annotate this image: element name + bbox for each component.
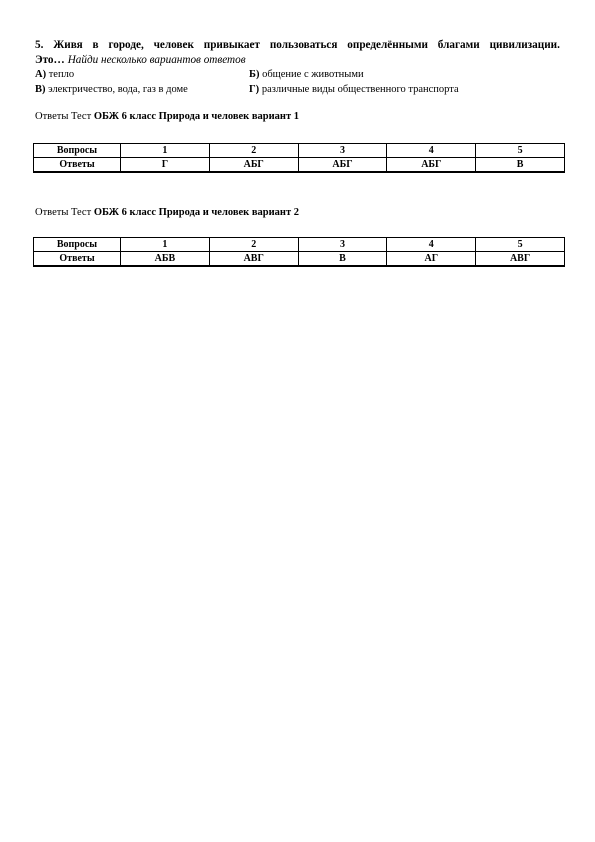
table-cell: 3	[298, 144, 387, 158]
option-v	[35, 82, 249, 97]
question-5	[35, 38, 560, 68]
table-cell: 4	[387, 144, 476, 158]
option-text: электричество, вода, газ в доме	[45, 84, 188, 95]
heading-title: ОБЖ 6 класс Природа и человек вариант 1	[93, 111, 299, 122]
table-cell: 1	[121, 238, 210, 252]
row-label: Ответы	[34, 252, 121, 267]
option-text: тепло	[46, 69, 75, 80]
table-cell: АБГ	[209, 158, 298, 173]
question-word: городе,	[108, 39, 144, 51]
question-lead: Это…	[35, 54, 65, 66]
question-word: благами	[437, 39, 480, 51]
table-cell: АГ	[387, 252, 476, 267]
variant-2-answer-table	[33, 237, 565, 267]
table-cell: АБГ	[298, 158, 387, 173]
variant-1-heading	[35, 111, 299, 122]
question-word: Живя	[53, 39, 83, 51]
question-hint: Найди несколько вариантов ответов	[67, 54, 246, 66]
option-text: различные виды общественного транспорта	[259, 84, 459, 95]
table-cell: В	[298, 252, 387, 267]
heading-title: ОБЖ 6 класс Природа и человек вариант 2	[93, 207, 299, 218]
question-text-line	[35, 38, 560, 53]
table-cell: АВГ	[209, 252, 298, 267]
heading-prefix: Ответы Тест	[35, 111, 94, 122]
option-letter: А)	[35, 69, 47, 80]
table-cell: В	[476, 158, 565, 173]
question-number: 5.	[35, 39, 44, 51]
table-cell: 2	[209, 238, 298, 252]
question-text-line-2	[35, 53, 560, 68]
heading-prefix: Ответы Тест	[35, 207, 94, 218]
table-row-answers	[34, 252, 565, 267]
option-g	[249, 82, 459, 97]
question-word: пользоваться	[269, 39, 338, 51]
option-letter: В)	[35, 84, 46, 95]
table-cell: 2	[209, 144, 298, 158]
question-word: привыкает	[203, 39, 260, 51]
option-text: общение с животными	[259, 69, 364, 80]
table-cell: 3	[298, 238, 387, 252]
option-b	[249, 67, 364, 82]
question-word: человек	[153, 39, 194, 51]
question-word: цивилизации.	[489, 39, 560, 51]
table-cell: АБГ	[387, 158, 476, 173]
table-cell: 4	[387, 238, 476, 252]
table-row-questions	[34, 144, 565, 158]
question-word: в	[92, 39, 99, 51]
table-cell: 1	[121, 144, 210, 158]
option-letter: Б)	[249, 69, 260, 80]
table-cell: АБВ	[121, 252, 210, 267]
table-row-answers	[34, 158, 565, 173]
row-label: Вопросы	[34, 144, 121, 158]
question-word: определёнными	[347, 39, 428, 51]
variant-2-heading	[35, 207, 299, 218]
answer-options	[35, 67, 560, 97]
table-row-questions	[34, 238, 565, 252]
table-cell: Г	[121, 158, 210, 173]
option-letter: Г)	[249, 84, 260, 95]
table-cell: 5	[476, 144, 565, 158]
table-cell: АВГ	[476, 252, 565, 267]
table-cell: 5	[476, 238, 565, 252]
row-label: Вопросы	[34, 238, 121, 252]
row-label: Ответы	[34, 158, 121, 173]
option-a	[35, 67, 249, 82]
variant-1-answer-table	[33, 143, 565, 173]
